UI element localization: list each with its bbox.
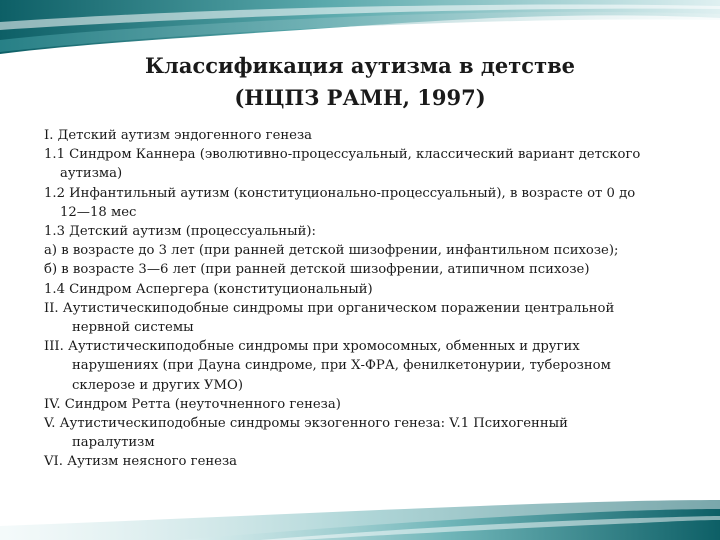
classification-list (44, 126, 694, 472)
list-item: 1.1 Синдром Каннера (эволютивно-процессуальный, классический вариант детского (44, 147, 641, 163)
list-item: V. Аутистическиподобные синдромы экзогенного генеза: V.1 Психогенный (44, 416, 568, 432)
list-item: II. Аутистическиподобные синдромы при органическом поражении центральной (44, 300, 615, 316)
list-item: 1.3 Детский аутизм (процессуальный): (44, 224, 316, 240)
list-item: IV. Синдром Ретта (неуточненного генеза) (44, 396, 341, 412)
list-item-continuation: нервной системы (72, 320, 194, 336)
list-item-continuation: склерозе и других УМО) (72, 377, 243, 393)
list-item: б) в возрасте 3—6 лет (при ранней детской шизофрении, атипичном психозе) (44, 262, 590, 278)
list-item: I. Детский аутизм эндогенного генеза (44, 128, 313, 143)
list-item: III. Аутистическиподобные синдромы при хромосомных, обменных и других (44, 339, 580, 355)
list-item: VI. Аутизм неясного генеза (44, 454, 238, 470)
list-item-continuation: 12—18 мес (60, 204, 137, 220)
list-item: а) в возрасте до 3 лет (при ранней детской шизофрении, инфантильном психозе); (44, 243, 619, 259)
list-item-continuation: паралутизм (72, 435, 155, 451)
slide-title (90, 50, 630, 114)
list-item-continuation: аутизма) (60, 166, 123, 182)
title-line-2: (НЦПЗ РАМН, 1997) (234, 85, 486, 110)
list-item: 1.4 Синдром Аспергера (конституциональный) (44, 281, 373, 297)
title-line-1: Классификация аутизма в детстве (144, 53, 576, 78)
list-item: 1.2 Инфантильный аутизм (конституционально-процессуальный), в возрасте от 0 до (44, 185, 636, 201)
list-item-continuation: нарушениях (при Дауна синдроме, при Х-ФРА, фенилкетонурии, туберозном (72, 358, 611, 374)
